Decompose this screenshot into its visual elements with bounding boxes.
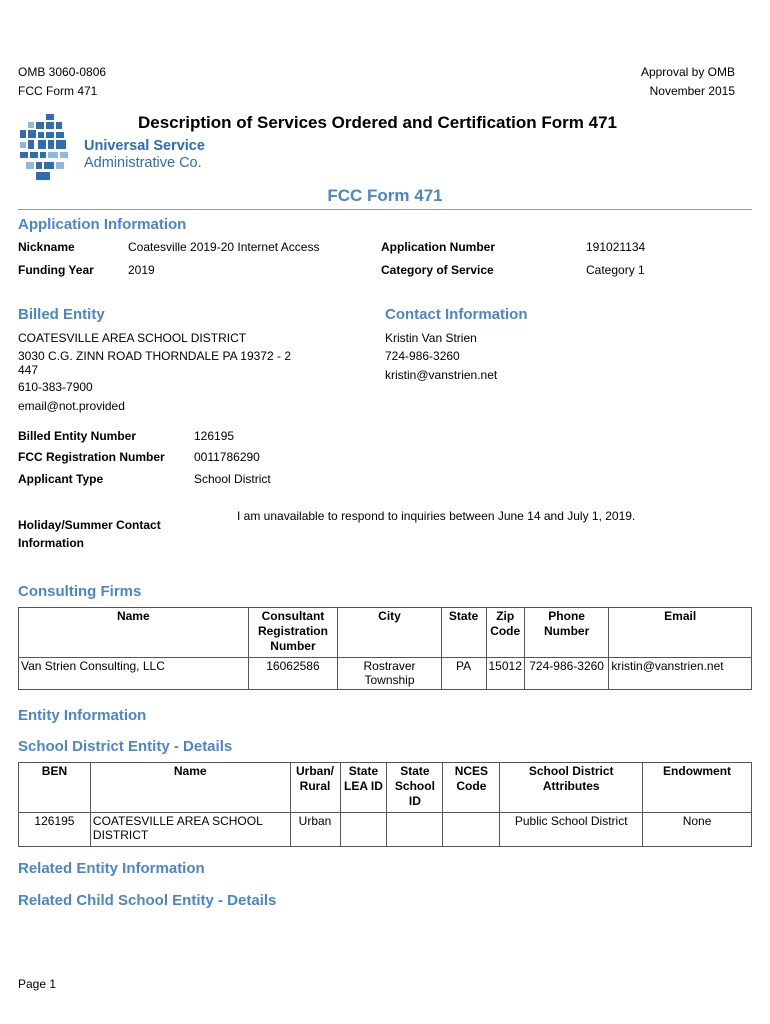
contact-phone: 724-986-3260 (385, 349, 460, 363)
applicant-type-label: Applicant Type (18, 472, 104, 486)
cell-attributes: Public School District (500, 813, 643, 847)
school-district-details-heading: School District Entity - Details (18, 738, 233, 755)
billed-entity-address-line2: 447 (18, 363, 39, 377)
col-state-lea-id: State LEA ID (340, 763, 387, 813)
consulting-firms-table (18, 607, 752, 690)
col-name: Name (90, 763, 290, 813)
table-row (19, 813, 752, 847)
cell-nces (443, 813, 500, 847)
col-zip: Zip Code (486, 608, 524, 658)
nickname-value: Coatesville 2019-20 Internet Access (128, 240, 320, 254)
cell-email: kristin@vanstrien.net (609, 658, 752, 690)
col-email: Email (609, 608, 752, 658)
table-header-row (19, 608, 752, 658)
cell-city: Rostraver Township (338, 658, 441, 690)
holiday-contact-label-line2: Information (18, 536, 84, 550)
entity-information-heading: Entity Information (18, 707, 147, 724)
col-nces-code: NCES Code (443, 763, 500, 813)
cell-urban: Urban (290, 813, 340, 847)
approval-date: November 2015 (649, 84, 735, 98)
billed-entity-email: email@not.provided (18, 399, 125, 413)
nickname-label: Nickname (18, 240, 75, 254)
billed-entity-address-line1: 3030 C.G. ZINN ROAD THORNDALE PA 19372 - 2 (18, 349, 291, 363)
col-phone: Phone Number (524, 608, 608, 658)
application-heading: Application Information (18, 216, 187, 233)
cell-ben: 126195 (19, 813, 91, 847)
col-urban-rural: Urban/ Rural (290, 763, 340, 813)
school-district-table (18, 762, 752, 847)
cell-name: Van Strien Consulting, LLC (19, 658, 249, 690)
col-state: State (441, 608, 486, 658)
contact-name: Kristin Van Strien (385, 331, 477, 345)
table-header-row (19, 763, 752, 813)
cell-name: COATESVILLE AREA SCHOOL DISTRICT (90, 813, 290, 847)
funding-year-label: Funding Year (18, 263, 94, 277)
related-child-school-heading: Related Child School Entity - Details (18, 892, 277, 909)
form-subtitle: FCC Form 471 (327, 186, 443, 205)
col-city: City (338, 608, 441, 658)
omb-number: OMB 3060-0806 (18, 65, 107, 79)
billed-entity-phone: 610-383-7900 (18, 380, 93, 394)
billed-entity-name: COATESVILLE AREA SCHOOL DISTRICT (18, 331, 247, 345)
logo-text-line1: Universal Service (84, 138, 205, 154)
cell-state: PA (441, 658, 486, 690)
logo-text-line2: Administrative Co. (84, 155, 202, 171)
cell-endowment: None (643, 813, 752, 847)
cell-crn: 16062586 (248, 658, 338, 690)
billed-entity-heading: Billed Entity (18, 306, 105, 323)
contact-heading: Contact Information (385, 306, 528, 323)
col-attributes: School District Attributes (500, 763, 643, 813)
category-label: Category of Service (381, 263, 494, 277)
col-ben: BEN (19, 763, 91, 813)
related-entity-heading: Related Entity Information (18, 860, 205, 877)
approval-label: Approval by OMB (640, 65, 735, 79)
consulting-firms-heading: Consulting Firms (18, 583, 142, 600)
category-value: Category 1 (586, 263, 645, 277)
col-consultant-registration: Consultant Registration Number (248, 608, 338, 658)
form-number: FCC Form 471 (18, 84, 98, 98)
holiday-contact-text: I am unavailable to respond to inquiries between June 14 and July 1, 2019. (237, 509, 636, 523)
fcc-registration-label: FCC Registration Number (18, 450, 165, 464)
cell-phone: 724-986-3260 (524, 658, 608, 690)
cell-zip: 15012 (486, 658, 524, 690)
page-number: Page 1 (18, 977, 57, 991)
ben-label: Billed Entity Number (18, 429, 137, 443)
ben-value: 126195 (194, 429, 235, 443)
cell-school-id (387, 813, 443, 847)
funding-year-value: 2019 (128, 263, 155, 277)
header-divider (18, 209, 752, 210)
col-state-school-id: State School ID (387, 763, 443, 813)
cell-lea (340, 813, 387, 847)
holiday-contact-label-line1: Holiday/Summer Contact (18, 518, 161, 532)
contact-email: kristin@vanstrien.net (385, 368, 498, 382)
table-row (19, 658, 752, 690)
document-title: Description of Services Ordered and Certification Form 471 (138, 113, 617, 132)
col-endowment: Endowment (643, 763, 752, 813)
application-number-label: Application Number (381, 240, 496, 254)
usac-logo-icon (16, 112, 76, 184)
application-number-value: 191021134 (586, 240, 646, 254)
fcc-registration-value: 0011786290 (194, 450, 260, 464)
col-name: Name (19, 608, 249, 658)
applicant-type-value: School District (194, 472, 271, 486)
